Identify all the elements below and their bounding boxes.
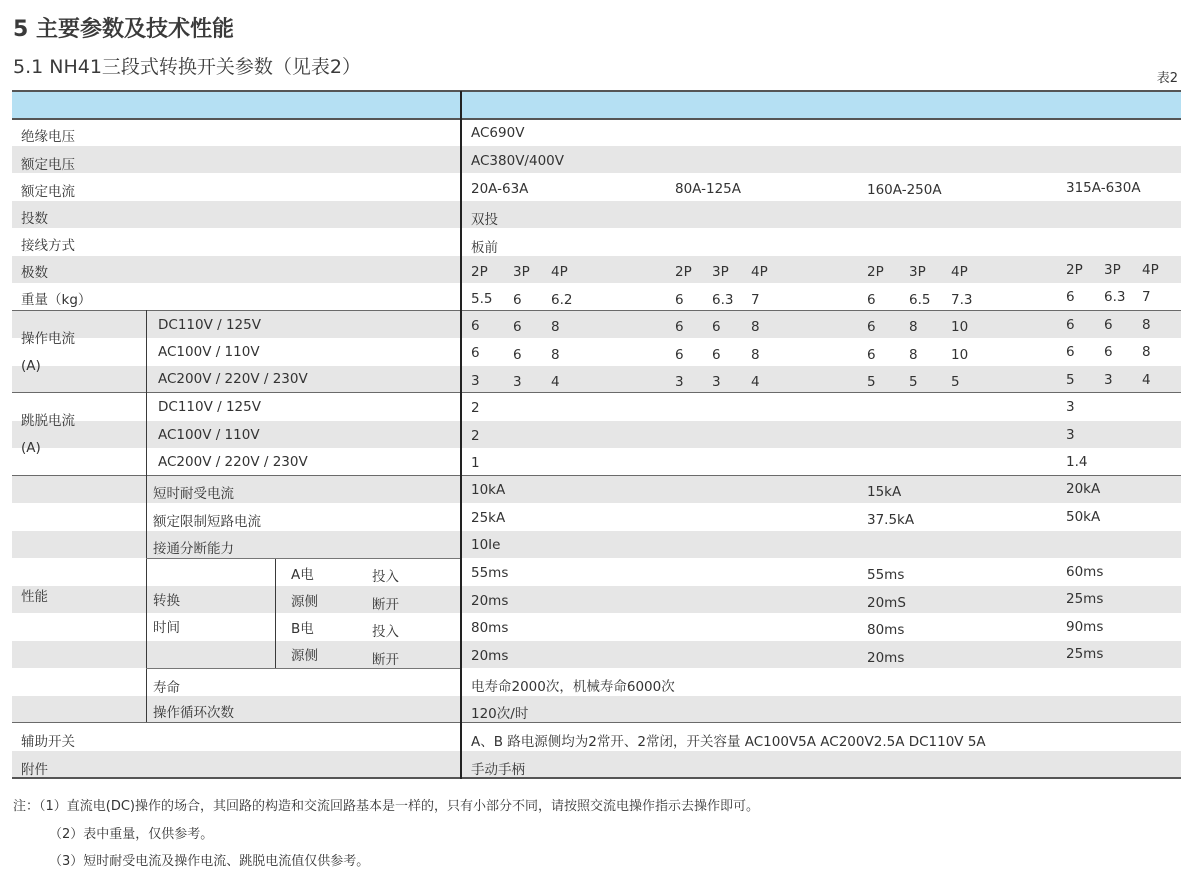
row-shade: [12, 146, 1181, 173]
weight-cell: 5.5: [471, 291, 493, 307]
spec-table: [12, 91, 1181, 779]
trip-voltage: AC100V / 110V: [158, 427, 260, 443]
op-current-cell: 3: [712, 374, 721, 390]
op-current-cell: 6: [867, 319, 876, 335]
value-insulation-voltage: AC690V: [471, 125, 525, 141]
weight-cell: 6.2: [551, 292, 573, 308]
label-operating-current-unit: (A): [21, 358, 41, 374]
label-trip-current: 跳脱电流: [21, 413, 75, 429]
transfer-time-cell: 60ms: [1066, 564, 1104, 580]
column-divider: [460, 91, 462, 779]
op-current-cell: 8: [751, 319, 760, 335]
op-current-cell: 8: [909, 347, 918, 363]
group-rule: [12, 475, 1181, 476]
weight-cell: 7: [751, 292, 760, 308]
transfer-time-cell: 20mS: [867, 595, 906, 611]
op-current-cell: 6: [471, 318, 480, 334]
poles-cell: 2P: [675, 264, 692, 280]
poles-cell: 4P: [551, 264, 568, 280]
trip-current-cell: 2: [471, 400, 480, 416]
short-time-cell: 15kA: [867, 484, 902, 500]
op-current-cell: 6: [513, 347, 522, 363]
life-cell: 电寿命2000次，机械寿命6000次: [471, 679, 675, 695]
op-current-cell: 8: [909, 319, 918, 335]
poles-cell: 2P: [867, 264, 884, 280]
row-shade: [12, 201, 1181, 228]
op-current-cell: 6: [471, 345, 480, 361]
op-current-cell: 6: [675, 347, 684, 363]
trip-current-cell: 1.4: [1066, 454, 1088, 470]
op-voltage: AC200V / 220V / 230V: [158, 371, 308, 387]
poles-cell: 4P: [1142, 262, 1159, 278]
label-make-break: 接通分断能力: [153, 541, 234, 557]
section-title: 5 主要参数及技术性能: [13, 17, 234, 42]
label-operation-cycles: 操作循环次数: [153, 705, 234, 721]
transfer-time-cell: 25ms: [1066, 591, 1104, 607]
op-current-cell: 5: [1066, 372, 1075, 388]
op-current-cell: 8: [551, 319, 560, 335]
label-life: 寿命: [153, 680, 180, 696]
trip-current-cell: 3: [1066, 399, 1075, 415]
op-current-cell: 3: [1104, 372, 1113, 388]
op-current-cell: 8: [551, 347, 560, 363]
op-current-cell: 3: [513, 374, 522, 390]
limited-short-cell: 37.5kA: [867, 512, 915, 528]
make-break-cell: 10Ie: [471, 537, 501, 553]
op-current-cell: 4: [551, 374, 560, 390]
trip-voltage: DC110V / 125V: [158, 399, 261, 415]
op-voltage: AC100V / 110V: [158, 344, 260, 360]
weight-cell: 6: [675, 292, 684, 308]
column-divider: [146, 310, 147, 722]
row-shade: [12, 256, 1181, 283]
weight-cell: 6.5: [909, 292, 931, 308]
label-operating-current: 操作电流: [21, 331, 75, 347]
section-subtitle: 5.1 NH41三段式转换开关参数（见表2）: [13, 56, 362, 78]
label-weight: 重量（kg）: [21, 292, 92, 308]
label-switching: 投数: [21, 211, 48, 227]
weight-cell: 6.3: [1104, 289, 1126, 305]
limited-short-cell: 50kA: [1066, 509, 1101, 525]
poles-cell: 4P: [951, 264, 968, 280]
op-current-cell: 10: [951, 319, 969, 335]
label-source-b: B电: [291, 621, 314, 637]
label-trip-current-unit: (A): [21, 440, 41, 456]
row-shade: [12, 641, 1181, 668]
op-current-cell: 6: [712, 319, 721, 335]
poles-cell: 3P: [513, 264, 530, 280]
label-insulation-voltage: 绝缘电压: [21, 129, 75, 145]
weight-cell: 7.3: [951, 292, 973, 308]
op-current-cell: 6: [1104, 344, 1113, 360]
footnote: （3）短时耐受电流及操作电流、跳脱电流值仅供参考。: [49, 854, 370, 869]
op-current-cell: 6: [1066, 317, 1075, 333]
transfer-time-cell: 90ms: [1066, 619, 1104, 635]
label-rated-current: 额定电流: [21, 184, 75, 200]
auxiliary-switch-cell: A、B 路电源侧均为2常开、2常闭，开关容量 AC100V5A AC200V2.5A DC110V 5A: [471, 734, 986, 750]
label-wiring: 接线方式: [21, 238, 75, 254]
trip-current-cell: 2: [471, 428, 480, 444]
transfer-time-cell: 55ms: [471, 565, 509, 581]
label-source-a: A电: [291, 567, 314, 583]
trip-current-cell: 1: [471, 455, 480, 471]
row-shade: [12, 586, 1181, 613]
label-accessory: 附件: [21, 762, 48, 778]
value-wiring: 板前: [471, 240, 498, 256]
weight-cell: 6.3: [712, 292, 734, 308]
table-header-band: [12, 91, 1181, 118]
value-rated-voltage: AC380V/400V: [471, 153, 564, 169]
poles-cell: 3P: [909, 264, 926, 280]
accessory-cell: 手动手柄: [471, 762, 525, 778]
label-transfer: 转换: [153, 593, 180, 609]
op-current-cell: 6: [712, 347, 721, 363]
op-current-cell: 6: [867, 347, 876, 363]
label-short-time-current: 短时耐受电流: [153, 486, 234, 502]
header-rule: [12, 118, 1181, 120]
poles-cell: 3P: [712, 264, 729, 280]
row-shade: [12, 751, 1181, 778]
label-switch-on: 投入: [372, 569, 399, 585]
weight-cell: 6: [867, 292, 876, 308]
weight-cell: 6: [513, 292, 522, 308]
transfer-time-cell: 80ms: [471, 620, 509, 636]
group-rule: [12, 392, 1181, 393]
transfer-time-cell: 20ms: [867, 650, 905, 666]
value-rated-current: 20A-63A: [471, 181, 529, 197]
label-poles: 极数: [21, 265, 48, 281]
label-switch-on: 投入: [372, 624, 399, 640]
sub-rule: [146, 668, 460, 669]
table-bottom-rule: [12, 777, 1181, 779]
label-rated-voltage: 额定电压: [21, 157, 75, 173]
poles-cell: 4P: [751, 264, 768, 280]
table-top-rule: [12, 90, 1181, 92]
transfer-time-cell: 80ms: [867, 622, 905, 638]
short-time-cell: 20kA: [1066, 481, 1101, 497]
op-current-cell: 4: [751, 374, 760, 390]
sub-rule: [146, 558, 460, 559]
value-rated-current: 80A-125A: [675, 181, 741, 197]
op-current-cell: 6: [1104, 317, 1113, 333]
op-current-cell: 3: [675, 374, 684, 390]
short-time-cell: 10kA: [471, 482, 506, 498]
label-auxiliary-switch: 辅助开关: [21, 734, 75, 750]
label-source-a-side: 源侧: [291, 594, 318, 610]
label-switch-off: 断开: [372, 597, 399, 613]
op-current-cell: 5: [951, 374, 960, 390]
weight-cell: 7: [1142, 289, 1151, 305]
poles-cell: 2P: [1066, 262, 1083, 278]
op-current-cell: 8: [751, 347, 760, 363]
footnote: （2）表中重量，仅供参考。: [49, 827, 214, 842]
footnote: 注：（1）直流电(DC)操作的场合，其回路的构造和交流回路基本是一样的，只有小部分不同，请按照交流电操作指示去操作即可。: [13, 799, 760, 814]
trip-current-cell: 3: [1066, 427, 1075, 443]
op-current-cell: 6: [675, 319, 684, 335]
group-rule: [12, 310, 1181, 311]
op-current-cell: 6: [1066, 344, 1075, 360]
cycles-cell: 120次/时: [471, 706, 529, 722]
value-rated-current: 315A-630A: [1066, 180, 1141, 196]
op-voltage: DC110V / 125V: [158, 317, 261, 333]
weight-cell: 6: [1066, 289, 1075, 305]
value-switching: 双投: [471, 212, 498, 228]
transfer-time-cell: 55ms: [867, 567, 905, 583]
op-current-cell: 5: [909, 374, 918, 390]
label-limited-short-circuit: 额定限制短路电流: [153, 514, 261, 530]
transfer-time-cell: 20ms: [471, 648, 509, 664]
label-transfer-time: 时间: [153, 620, 180, 636]
op-current-cell: 8: [1142, 344, 1151, 360]
transfer-time-cell: 25ms: [1066, 646, 1104, 662]
op-current-cell: 6: [513, 319, 522, 335]
label-source-b-side: 源侧: [291, 648, 318, 664]
label-performance: 性能: [21, 589, 48, 605]
trip-voltage: AC200V / 220V / 230V: [158, 454, 308, 470]
poles-cell: 3P: [1104, 262, 1121, 278]
label-switch-off: 断开: [372, 652, 399, 668]
transfer-time-cell: 20ms: [471, 593, 509, 609]
value-rated-current: 160A-250A: [867, 182, 942, 198]
op-current-cell: 4: [1142, 372, 1151, 388]
op-current-cell: 5: [867, 374, 876, 390]
op-current-cell: 8: [1142, 317, 1151, 333]
column-divider: [275, 558, 276, 668]
op-current-cell: 10: [951, 347, 969, 363]
poles-cell: 2P: [471, 264, 488, 280]
limited-short-cell: 25kA: [471, 510, 506, 526]
op-current-cell: 3: [471, 373, 480, 389]
group-rule: [12, 722, 1181, 723]
table-number: 表2: [1156, 71, 1178, 86]
